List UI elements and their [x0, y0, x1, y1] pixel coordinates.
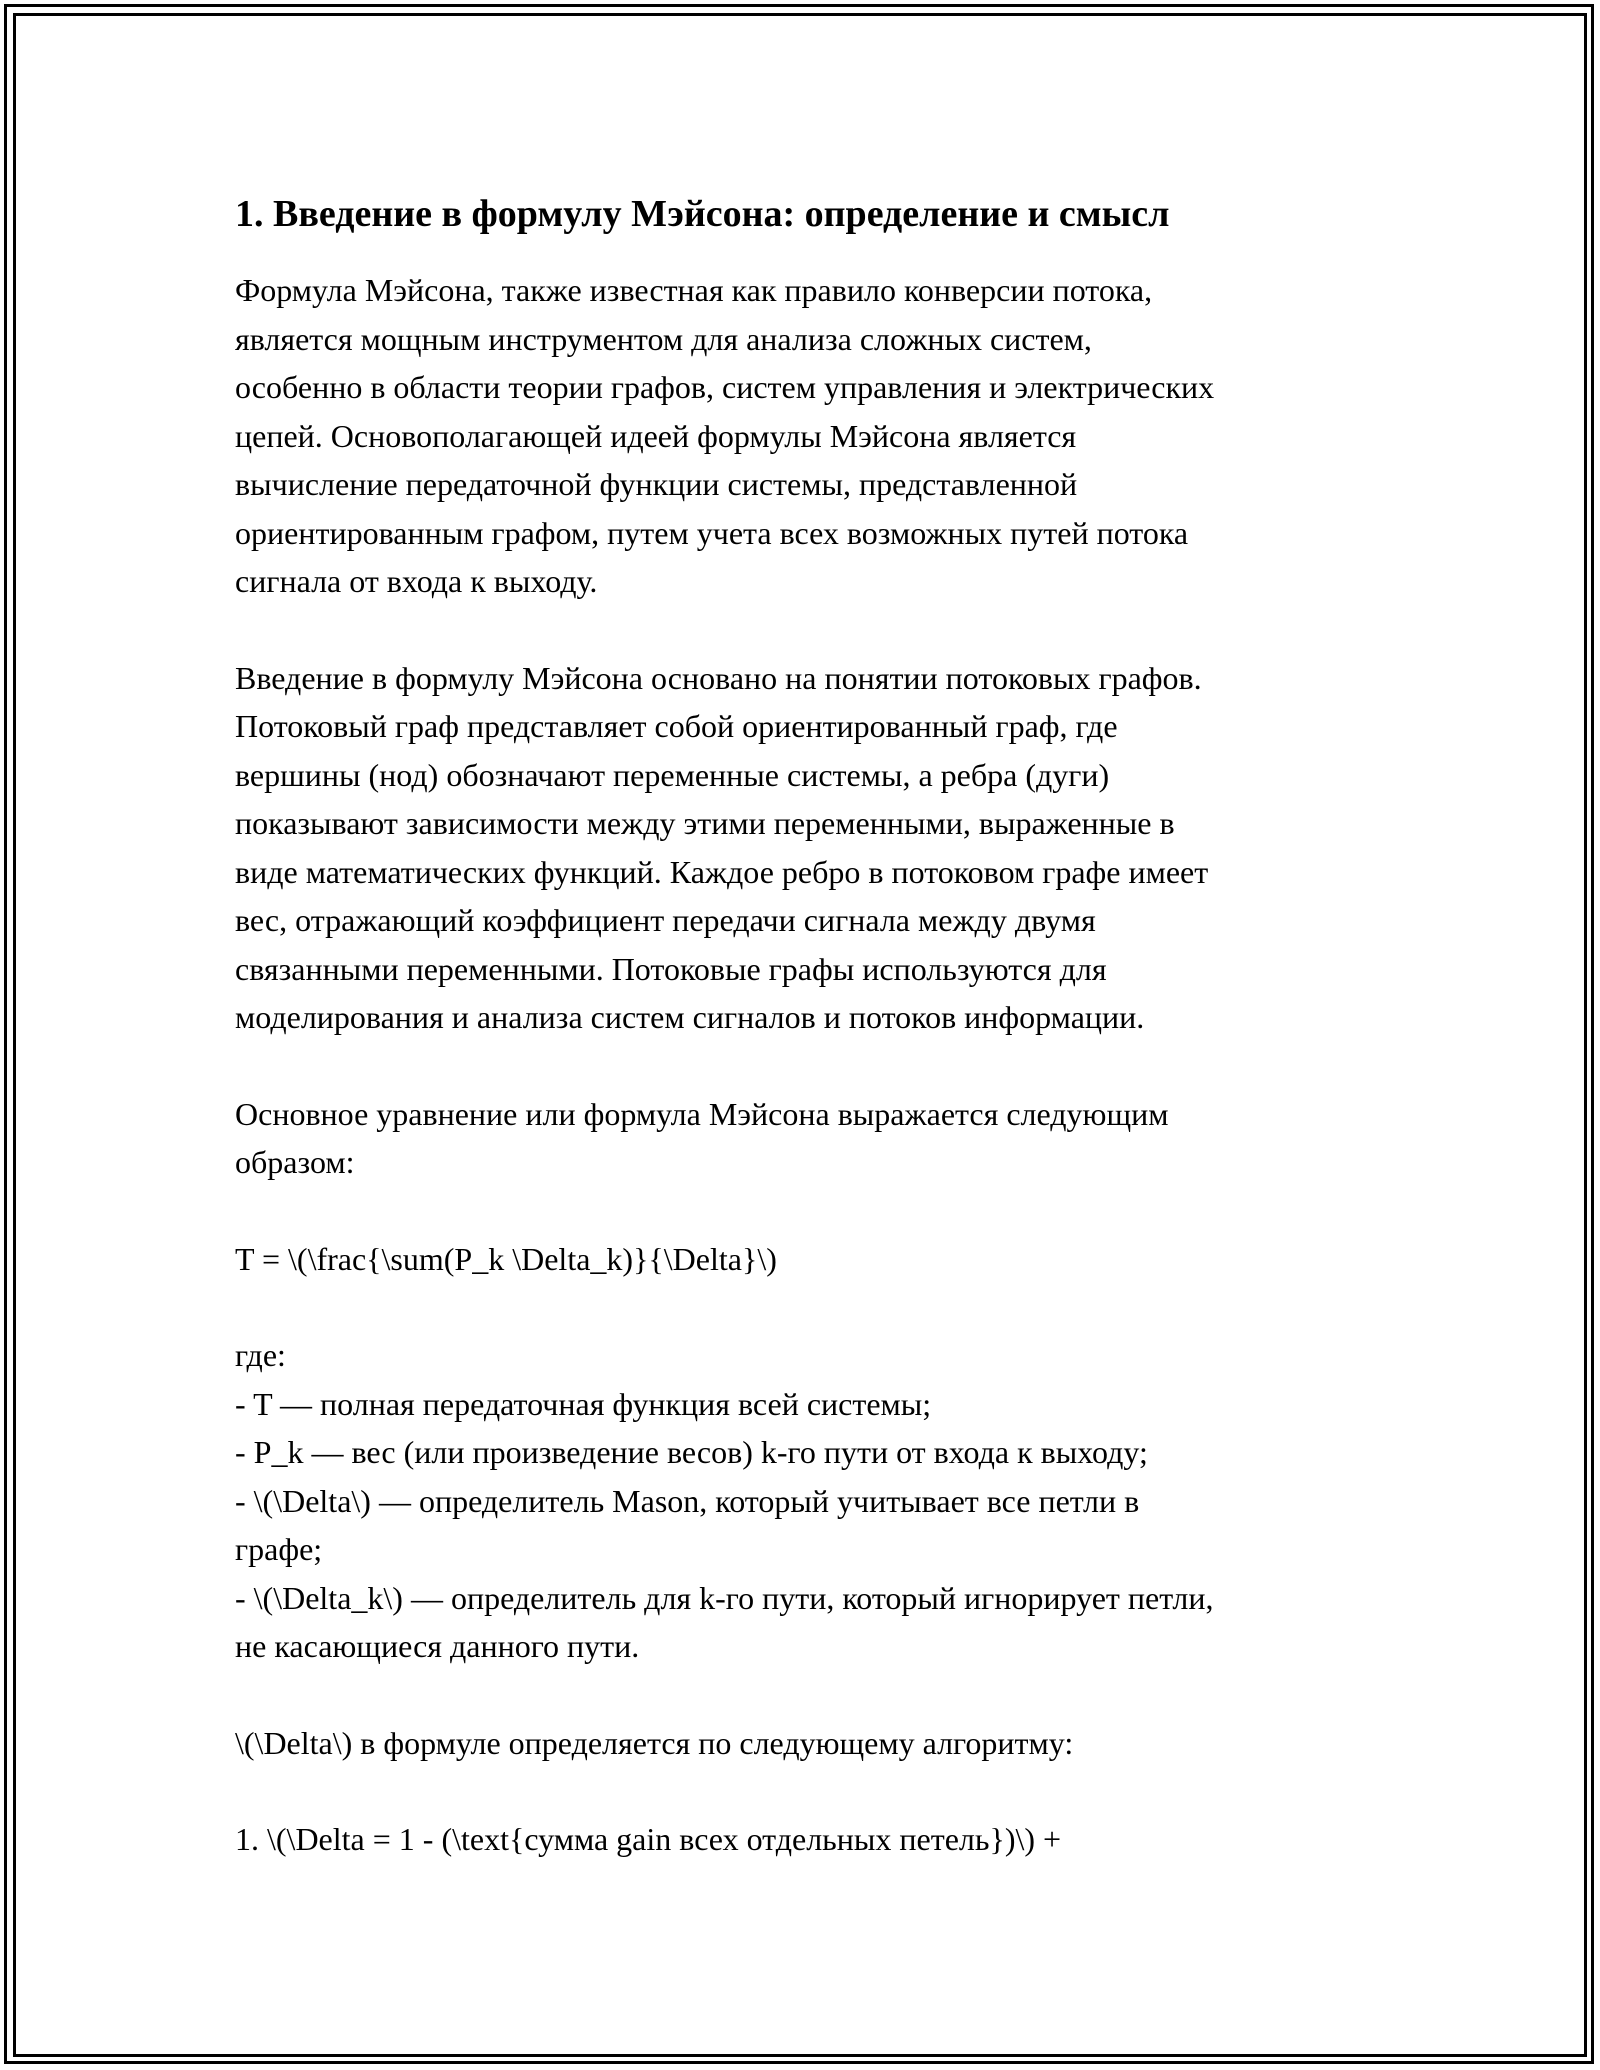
definition-item: - T — полная передаточная функция всей системы;: [235, 1385, 932, 1422]
text-line: \(\Delta\) в формуле определяется по следующему алгоритму:: [235, 1724, 1074, 1761]
text-line: цепей. Основополагающей идеей формулы Мэйсона является: [235, 417, 1077, 454]
where-definitions: [235, 1331, 1365, 1671]
document-body: [235, 186, 1365, 1912]
definition-item: - P_k — вес (или произведение весов) k-го пути от входа к выходу;: [235, 1434, 1148, 1470]
text-line: Введение в формулу Мэйсона основано на понятии потоковых графов.: [235, 659, 1202, 696]
definition-item: не касающиеся данного пути.: [235, 1628, 640, 1664]
text-line: моделирования и анализа систем сигналов и потоков информации.: [235, 999, 1145, 1035]
definition-item: - \(\Delta_k\) — определитель для k-го пути, который игнорирует петли,: [235, 1579, 1214, 1616]
text-line: вес, отражающий коэффициент передачи сигнала между двумя: [235, 902, 1096, 938]
text-line: вершины (нод) обозначают переменные системы, а ребра (дуги): [235, 756, 1110, 793]
text-line: образом:: [235, 1144, 355, 1180]
definition-item: графе;: [235, 1531, 323, 1567]
step-text: 1. \(\Delta = 1 - (\text{сумма gain всех отдельных петель})\) +: [235, 1821, 1062, 1857]
paragraph-intro: [235, 266, 1365, 606]
where-label: где:: [235, 1337, 286, 1373]
text-line: вычисление передаточной функции системы, представленной: [235, 466, 1078, 502]
paragraph-flow-graphs: [235, 654, 1365, 1042]
text-line: показывают зависимости между этими переменными, выраженные в: [235, 805, 1175, 841]
text-line: Формула Мэйсона, также известная как правило конверсии потока,: [235, 272, 1153, 308]
delta-intro: [235, 1719, 1365, 1768]
text-line: связанными переменными. Потоковые графы используются для: [235, 950, 1107, 987]
text-line: Основное уравнение или формула Мэйсона выражается следующим: [235, 1095, 1169, 1132]
formula-text: T = \(\frac{\sum(P_k \Delta_k)}{\Delta}\): [235, 1240, 777, 1277]
definition-item: - \(\Delta\) — определитель Mason, который учитывает все петли в: [235, 1482, 1140, 1519]
text-line: Потоковый граф представляет собой ориентированный граф, где: [235, 708, 1118, 744]
section-heading: 1. Введение в формулу Мэйсона: определение и смысл: [235, 193, 1170, 235]
formula: [235, 1235, 1365, 1284]
text-line: сигнала от входа к выходу.: [235, 563, 598, 599]
algorithm-step-1: [235, 1815, 1365, 1864]
paragraph-equation-intro: [235, 1090, 1365, 1187]
text-line: виде математических функций. Каждое ребро в потоковом графе имеет: [235, 853, 1209, 890]
text-line: является мощным инструментом для анализа сложных систем,: [235, 320, 1092, 357]
text-line: особенно в области теории графов, систем управления и электрических: [235, 369, 1215, 405]
text-line: ориентированным графом, путем учета всех возможных путей потока: [235, 514, 1189, 551]
